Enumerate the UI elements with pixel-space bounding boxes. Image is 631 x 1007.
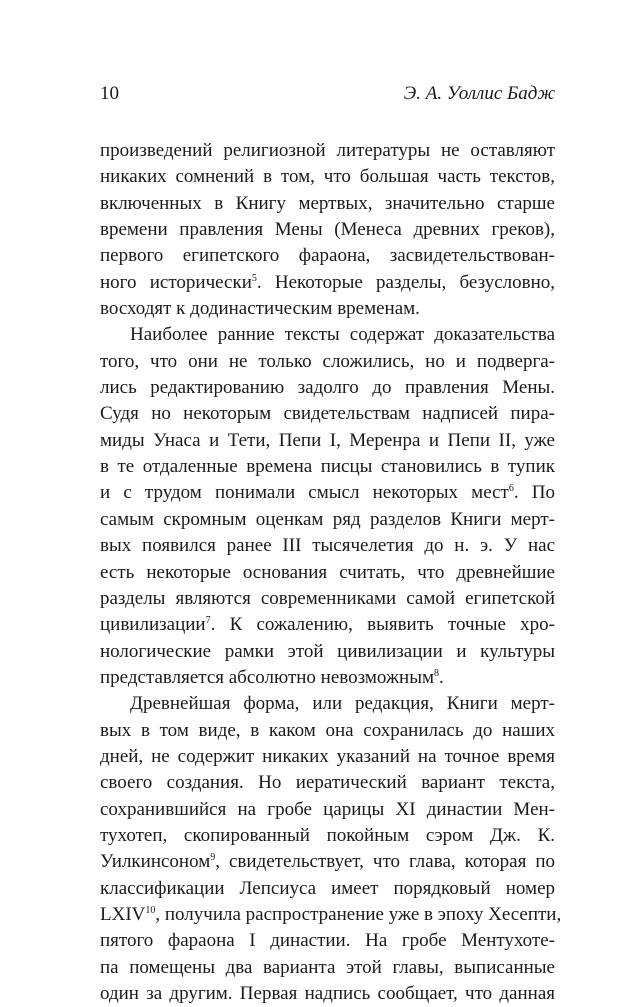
text-line: [100, 981, 555, 1007]
line-text: включенных в Книгу мертвых, значительно старше: [100, 192, 555, 214]
text-line: [100, 138, 555, 164]
text-line: [100, 691, 555, 717]
text-line: [100, 349, 555, 375]
line-text: произведений религиозной литературы не оставляют: [100, 140, 555, 161]
running-title: Э. А. Уоллис Бадж: [403, 83, 555, 104]
text-line: [100, 718, 555, 744]
line-text-continued: . Некоторые разделы, безусловно,: [256, 271, 556, 293]
text-line: [100, 876, 555, 902]
text-line: [100, 902, 562, 928]
text-line: [100, 454, 555, 480]
line-text: того, что они не только сложились, но и подверга-: [100, 350, 555, 372]
footnote-marker: 5: [251, 272, 257, 284]
line-text-continued: , получила распространение уже в эпоху Хесепти,: [155, 903, 562, 925]
line-text: дней, не содержит никаких указаний на точное время: [100, 745, 555, 767]
line-text: тухотеп, скопированный покойным сэром Дж. К.: [100, 824, 555, 846]
text-line: [100, 164, 555, 190]
line-text-continued: . По: [513, 482, 555, 504]
line-text: своего создания. Но иератический вариант текста,: [100, 772, 555, 794]
line-text-continued: . К сожалению, выявить точные хро-: [210, 614, 555, 636]
text-line: [100, 191, 555, 217]
line-text: Древнейшая форма, или редакция, Книги мерт-: [130, 693, 555, 715]
line-text-continued: .: [439, 666, 444, 688]
line-text: Уилкинсоном: [100, 851, 211, 873]
text-line: [100, 322, 555, 348]
line-text-continued: , свидетельствует, что глава, которая по: [215, 851, 555, 873]
text-line: [100, 586, 555, 612]
line-text: миды Унаса и Тети, Пепи I, Меренра и Пепи II, уже: [100, 429, 555, 451]
page-number: 10: [100, 83, 119, 104]
page-header: [100, 80, 555, 108]
text-line: [100, 428, 555, 454]
line-text: вых появился ранее III тысячелетия до н. э. У нас: [100, 535, 555, 557]
text-line: [100, 639, 555, 665]
line-text: представляется абсолютно невозможным: [100, 666, 434, 688]
line-text: есть некоторые основания считать, что древнейшие: [100, 561, 555, 583]
body-text: [100, 138, 562, 1007]
footnote-marker: 8: [434, 667, 439, 679]
text-line: [100, 849, 555, 875]
text-line: [100, 560, 555, 586]
line-text: классификации Лепсиуса имеет порядковый номер: [100, 877, 555, 899]
text-line: [100, 480, 555, 506]
line-text: разделы являются современниками самой египетской: [100, 587, 555, 609]
line-text: Наиболее ранние тексты содержат доказательства: [130, 324, 555, 346]
line-text: ного исторически: [100, 271, 252, 293]
text-line: [100, 665, 555, 691]
line-text: один за другим. Первая надпись сообщает, что данная: [100, 983, 555, 1004]
line-text: лись редактированию задолго до правления Мены.: [100, 377, 555, 399]
text-line: [100, 401, 555, 427]
text-line: [100, 533, 555, 559]
text-line: [100, 955, 555, 981]
text-line: [100, 612, 555, 638]
text-line: [100, 296, 555, 322]
line-text: пятого фараона I династии. На гробе Ментухоте-: [100, 930, 555, 952]
line-text: никаких сомнений в том, что большая часть текстов,: [100, 166, 555, 188]
footnote-marker: 7: [205, 615, 211, 627]
footnote-marker: 10: [145, 904, 156, 916]
line-text: и с трудом понимали смысл некоторых мест: [100, 482, 509, 504]
line-text: нологические рамки этой цивилизации и культуры: [100, 640, 555, 662]
line-text: самым скромным оценкам ряд разделов Книги мерт-: [100, 508, 555, 530]
line-text: первого египетского фараона, засвидетельствован-: [100, 245, 555, 267]
line-text: в те отдаленные времена писцы становились в тупик: [100, 456, 555, 478]
footnote-marker: 9: [210, 852, 216, 864]
text-line: [100, 823, 555, 849]
line-text: сохранившийся на гробе царицы XI династии Мен-: [100, 798, 555, 820]
text-line: [100, 928, 555, 954]
text-line: [100, 375, 555, 401]
text-line: [100, 243, 555, 269]
text-line: [100, 744, 555, 770]
line-text: па помещены два варианта этой главы, выписанные: [100, 956, 555, 978]
line-text: вых в том виде, в каком она сохранилась до наших: [100, 719, 555, 741]
line-text: времени правления Мены (Менеса древних греков),: [100, 219, 555, 241]
line-text: LXIV: [100, 903, 146, 925]
text-line: [100, 217, 555, 243]
text-line: [100, 270, 555, 296]
line-text: цивилизации: [100, 614, 206, 636]
text-line: [100, 507, 555, 533]
line-text: восходят к додинастическим временам.: [100, 298, 420, 320]
text-line: [100, 770, 555, 796]
line-text: Судя но некоторым свидетельствам надписей пира-: [100, 403, 555, 425]
footnote-marker: 6: [508, 483, 514, 495]
text-line: [100, 797, 555, 823]
